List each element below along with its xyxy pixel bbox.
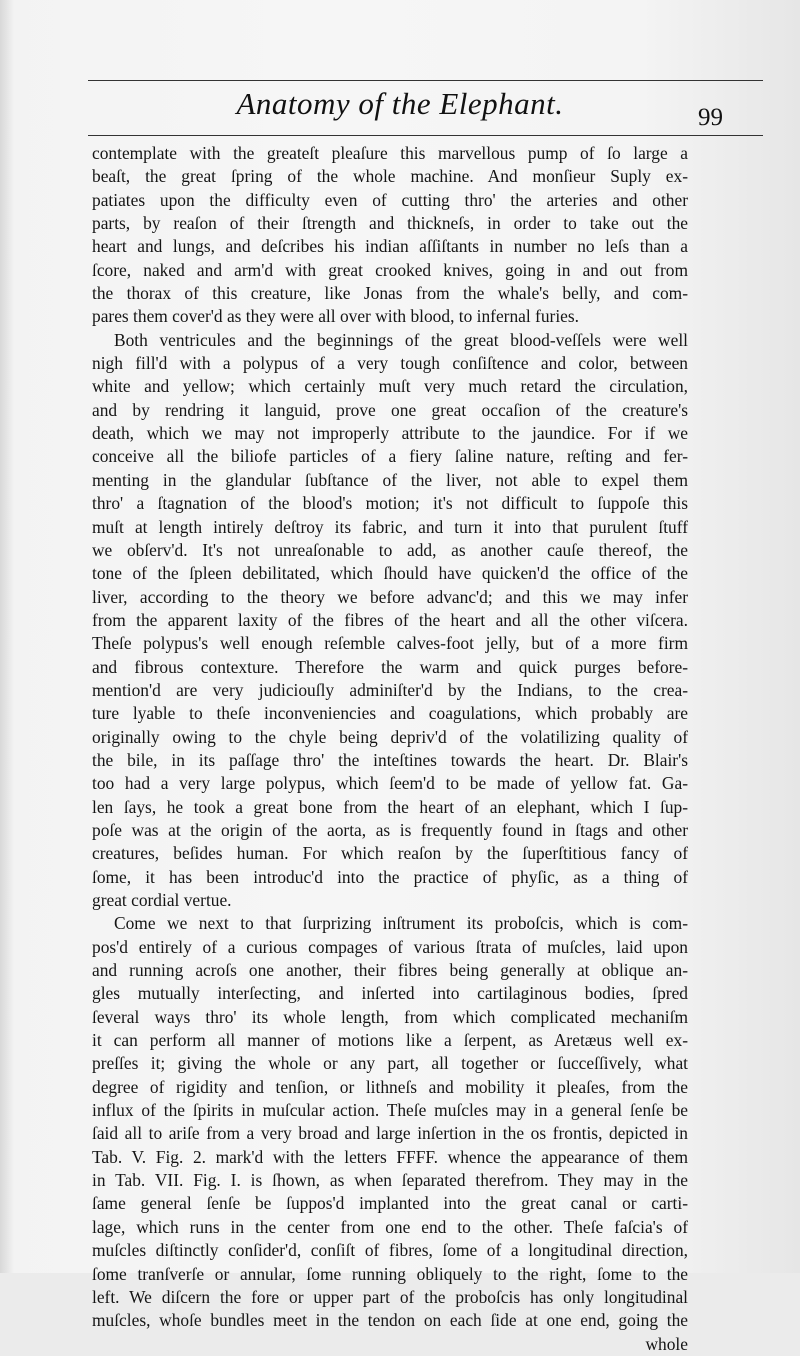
page-gutter-shadow (0, 0, 14, 1273)
text-line: from the apparent laxity of the fibres of the heart and all the other viſcera. (92, 609, 688, 630)
body-text (92, 142, 688, 1356)
text-line: in Tab. VII. Fig. I. is ſhown, as when ſeparated therefrom. They may in the (92, 1170, 688, 1191)
text-line: influx of the ſpirits in muſcular action. Theſe muſcles may in a general ſenſe be (92, 1100, 688, 1121)
text-line: creatures, beſides human. For which reaſon by the ſuperſtitious fancy of (92, 843, 688, 864)
text-line: ture lyable to theſe inconveniencies and coagulations, which probably are (92, 703, 688, 724)
header-top-rule (88, 80, 763, 81)
text-line: white and yellow; which certainly muſt very much retard the circulation, (92, 376, 688, 397)
text-line: ſame general ſenſe be ſuppos'd implanted into the great canal or carti- (92, 1193, 688, 1214)
text-line: great cordial vertue. (92, 890, 232, 910)
text-line: poſe was at the origin of the aorta, as is frequently found in ſtags and other (92, 819, 688, 840)
text-line: pares them cover'd as they were all over with blood, to infernal furies. (92, 306, 580, 327)
text-line: contemplate with the greateſt pleaſure this marvellous pump of ſo large a (92, 143, 688, 163)
running-head: Anatomy of the Elephant. (236, 86, 564, 121)
text-line: beaſt, the great ſpring of the whole machine. And monſieur Suply ex- (92, 166, 688, 187)
text-line: ſcore, naked and arm'd with great crooked knives, going in and out from (92, 259, 688, 280)
page-number: 99 (698, 104, 723, 131)
text-line: ſome tranſverſe or annular, ſome running obliquely to the right, ſome to the (92, 1263, 688, 1284)
text-line: gles mutually interſecting, and inſerted into cartilaginous bodies, ſpred (92, 983, 688, 1004)
text-line: left. We diſcern the fore or upper part of the proboſcis has only longitudinal (92, 1286, 688, 1307)
text-line: the thorax of this creature, like Jonas from the whale's belly, and com- (92, 283, 688, 304)
text-line: it can perform all manner of motions like a ſerpent, as Aretæus well ex- (92, 1030, 688, 1051)
text-line: muſcles diſtinctly conſider'd, conſiſt of fibres, ſome of a longitudinal direction, (92, 1240, 688, 1261)
text-line: pos'd entirely of a curious compages of various ſtrata of muſcles, laid upon (92, 936, 688, 957)
text-line: heart and lungs, and deſcribes his indian aſſiſtants in number no leſs than a (92, 236, 688, 257)
text-line: lage, which runs in the center from one end to the other. Theſe faſcia's of (92, 1216, 688, 1237)
header-bottom-rule (88, 135, 763, 136)
text-line: death, which we may not improperly attribute to the jaundice. For if we (92, 423, 688, 444)
text-line: ſome, it has been introduc'd into the practice of phyſic, as a thing of (92, 866, 688, 887)
text-line: thro' a ſtagnation of the blood's motion; it's not difficult to ſuppoſe this (92, 493, 688, 514)
paragraph-start-line: Come we next to that ſurprizing inſtrument its proboſcis, which is com- (114, 913, 688, 934)
text-line: tone of the ſpleen debilitated, which ſhould have quicken'd the office of the (92, 563, 688, 584)
text-line: too had a very large polypus, which ſeem'd to be made of yellow fat. Ga- (92, 773, 688, 794)
text-line: menting in the glandular ſubſtance of the liver, not able to expel them (92, 469, 688, 490)
text-line: originally owing to the chyle being depriv'd of the volatilizing quality of (92, 726, 688, 747)
text-line: nigh fill'd with a polypus of a very tough conſiſtence and color, between (92, 353, 688, 374)
text-line: Tab. V. Fig. 2. mark'd with the letters FFFF. whence the appearance of them (92, 1146, 688, 1167)
text-line: muſt at length intirely deſtroy its fabric, and turn it into that purulent ſtuff (92, 516, 688, 537)
text-line: Theſe polypus's well enough reſemble calves-foot jelly, but of a more firm (92, 633, 688, 654)
text-line: ſaid all to ariſe from a very broad and large inſertion in the os frontis, depicted in (92, 1123, 688, 1144)
text-line: liver, according to the theory we before advanc'd; and this we may infer (92, 586, 688, 607)
paragraph-start-line: Both ventricules and the beginnings of the great blood-veſſels were well (114, 329, 688, 350)
text-line: the bile, in its paſſage thro' the inteſtines towards the heart. Dr. Blair's (92, 749, 688, 770)
text-line: and running acroſs one another, their fibres being generally at oblique an- (92, 960, 688, 981)
text-line: mention'd are very judiciouſly adminiſter'd by the Indians, to the crea- (92, 679, 688, 700)
text-line: patiates upon the difficulty even of cutting thro' the arteries and other (92, 189, 688, 210)
text-line: we obſerv'd. It's not unreaſonable to add, as another cauſe thereof, the (92, 539, 688, 560)
text-line: conceive all the biliofe particles of a fiery ſaline nature, reſting and fer- (92, 446, 688, 467)
text-line: preſſes it; giving the whole or any part, all together or ſucceſſively, what (92, 1053, 688, 1074)
text-line: and by rendring it languid, prove one great occaſion of the creature's (92, 399, 688, 420)
catchword: whole (645, 1333, 688, 1354)
text-line: ſeveral ways thro' its whole length, from which complicated mechaniſm (92, 1006, 688, 1027)
text-line: muſcles, whoſe bundles meet in the tendon on each ſide at one end, going the (92, 1310, 688, 1331)
text-line: parts, by reaſon of their ſtrength and thickneſs, in order to take out the (92, 213, 688, 234)
text-line: degree of rigidity and tenſion, or lithneſs and mobility it pleaſes, from the (92, 1076, 688, 1097)
text-line: and fibrous contexture. Therefore the warm and quick purges before- (92, 656, 688, 677)
text-line: len ſays, he took a great bone from the heart of an elephant, which I ſup- (92, 796, 688, 817)
